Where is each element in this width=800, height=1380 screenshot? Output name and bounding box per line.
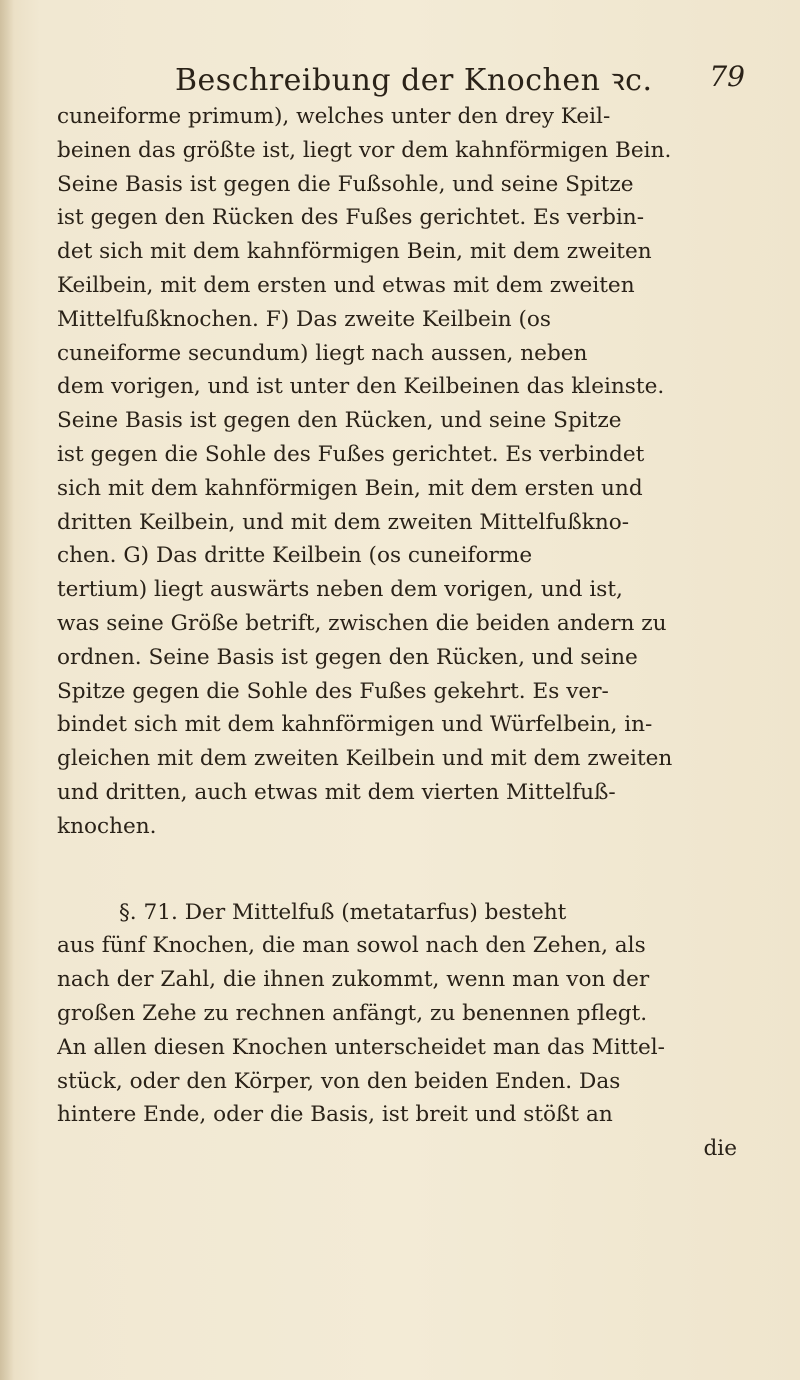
page-number: 79	[709, 60, 745, 93]
text-line: dritten Keilbein, und mit dem zweiten Mittelfußkno-	[57, 509, 630, 535]
paragraph-gap	[57, 844, 737, 896]
text-line: ist gegen die Sohle des Fußes gerichtet. Es verbindet	[57, 441, 645, 467]
section-heading-line: §. 71. Der Mittelfuß (metatarfus) besteht	[119, 899, 567, 925]
text-line: dem vorigen, und ist unter den Keilbeinen das kleinste.	[57, 374, 665, 400]
binding-shadow	[0, 0, 14, 1380]
text-line: stück, oder den Körper, von den beiden Enden. Das	[57, 1068, 621, 1094]
page-title: Beschreibung der Knochen ꝛc.	[175, 63, 653, 98]
text-line: beinen das größte ist, liegt vor dem kahnförmigen Bein.	[57, 137, 672, 163]
text-line: tertium) liegt auswärts neben dem vorigen, und ist,	[57, 577, 623, 603]
text-line: ist gegen den Rücken des Fußes gerichtet. Es verbin-	[57, 205, 644, 231]
text-line: Spitze gegen die Sohle des Fußes gekehrt. Es ver-	[57, 678, 609, 704]
text-line: gleichen mit dem zweiten Keilbein und mit dem zweiten	[57, 746, 673, 772]
text-line: Seine Basis ist gegen die Fußsohle, und seine Spitze	[57, 171, 634, 197]
catchword: die	[703, 1136, 737, 1162]
running-head	[175, 58, 745, 98]
text-line: Keilbein, mit dem ersten und etwas mit dem zweiten	[57, 272, 635, 298]
text-line: det sich mit dem kahnförmigen Bein, mit dem zweiten	[57, 239, 652, 265]
text-line: Mittelfußknochen. F) Das zweite Keilbein (os	[57, 306, 551, 332]
text-line: chen. G) Das dritte Keilbein (os cuneiforme	[57, 543, 533, 569]
text-line: Seine Basis ist gegen den Rücken, und seine Spitze	[57, 408, 622, 434]
text-line: cuneiforme secundum) liegt nach aussen, neben	[57, 340, 588, 366]
text-line: bindet sich mit dem kahnförmigen und Würfelbein, in-	[57, 712, 653, 738]
text-line: An allen diesen Knochen unterscheidet man das Mittel-	[57, 1034, 665, 1060]
text-line: großen Zehe zu rechnen anfängt, zu benennen pflegt.	[57, 1000, 648, 1026]
body-text	[57, 100, 737, 1166]
text-line: aus fünf Knochen, die man sowol nach den Zehen, als	[57, 933, 646, 959]
text-line: was seine Größe betrift, zwischen die beiden andern zu	[57, 610, 667, 636]
text-line: und dritten, auch etwas mit dem vierten Mittelfuß-	[57, 779, 616, 805]
text-line: sich mit dem kahnförmigen Bein, mit dem ersten und	[57, 475, 643, 501]
text-line: nach der Zahl, die ihnen zukommt, wenn man von der	[57, 967, 650, 993]
text-line: knochen.	[57, 813, 157, 839]
text-line: hintere Ende, oder die Basis, ist breit und stößt an	[57, 1102, 613, 1128]
text-line: ordnen. Seine Basis ist gegen den Rücken, und seine	[57, 644, 638, 670]
text-line: cuneiforme primum), welches unter den drey Keil-	[57, 104, 611, 129]
